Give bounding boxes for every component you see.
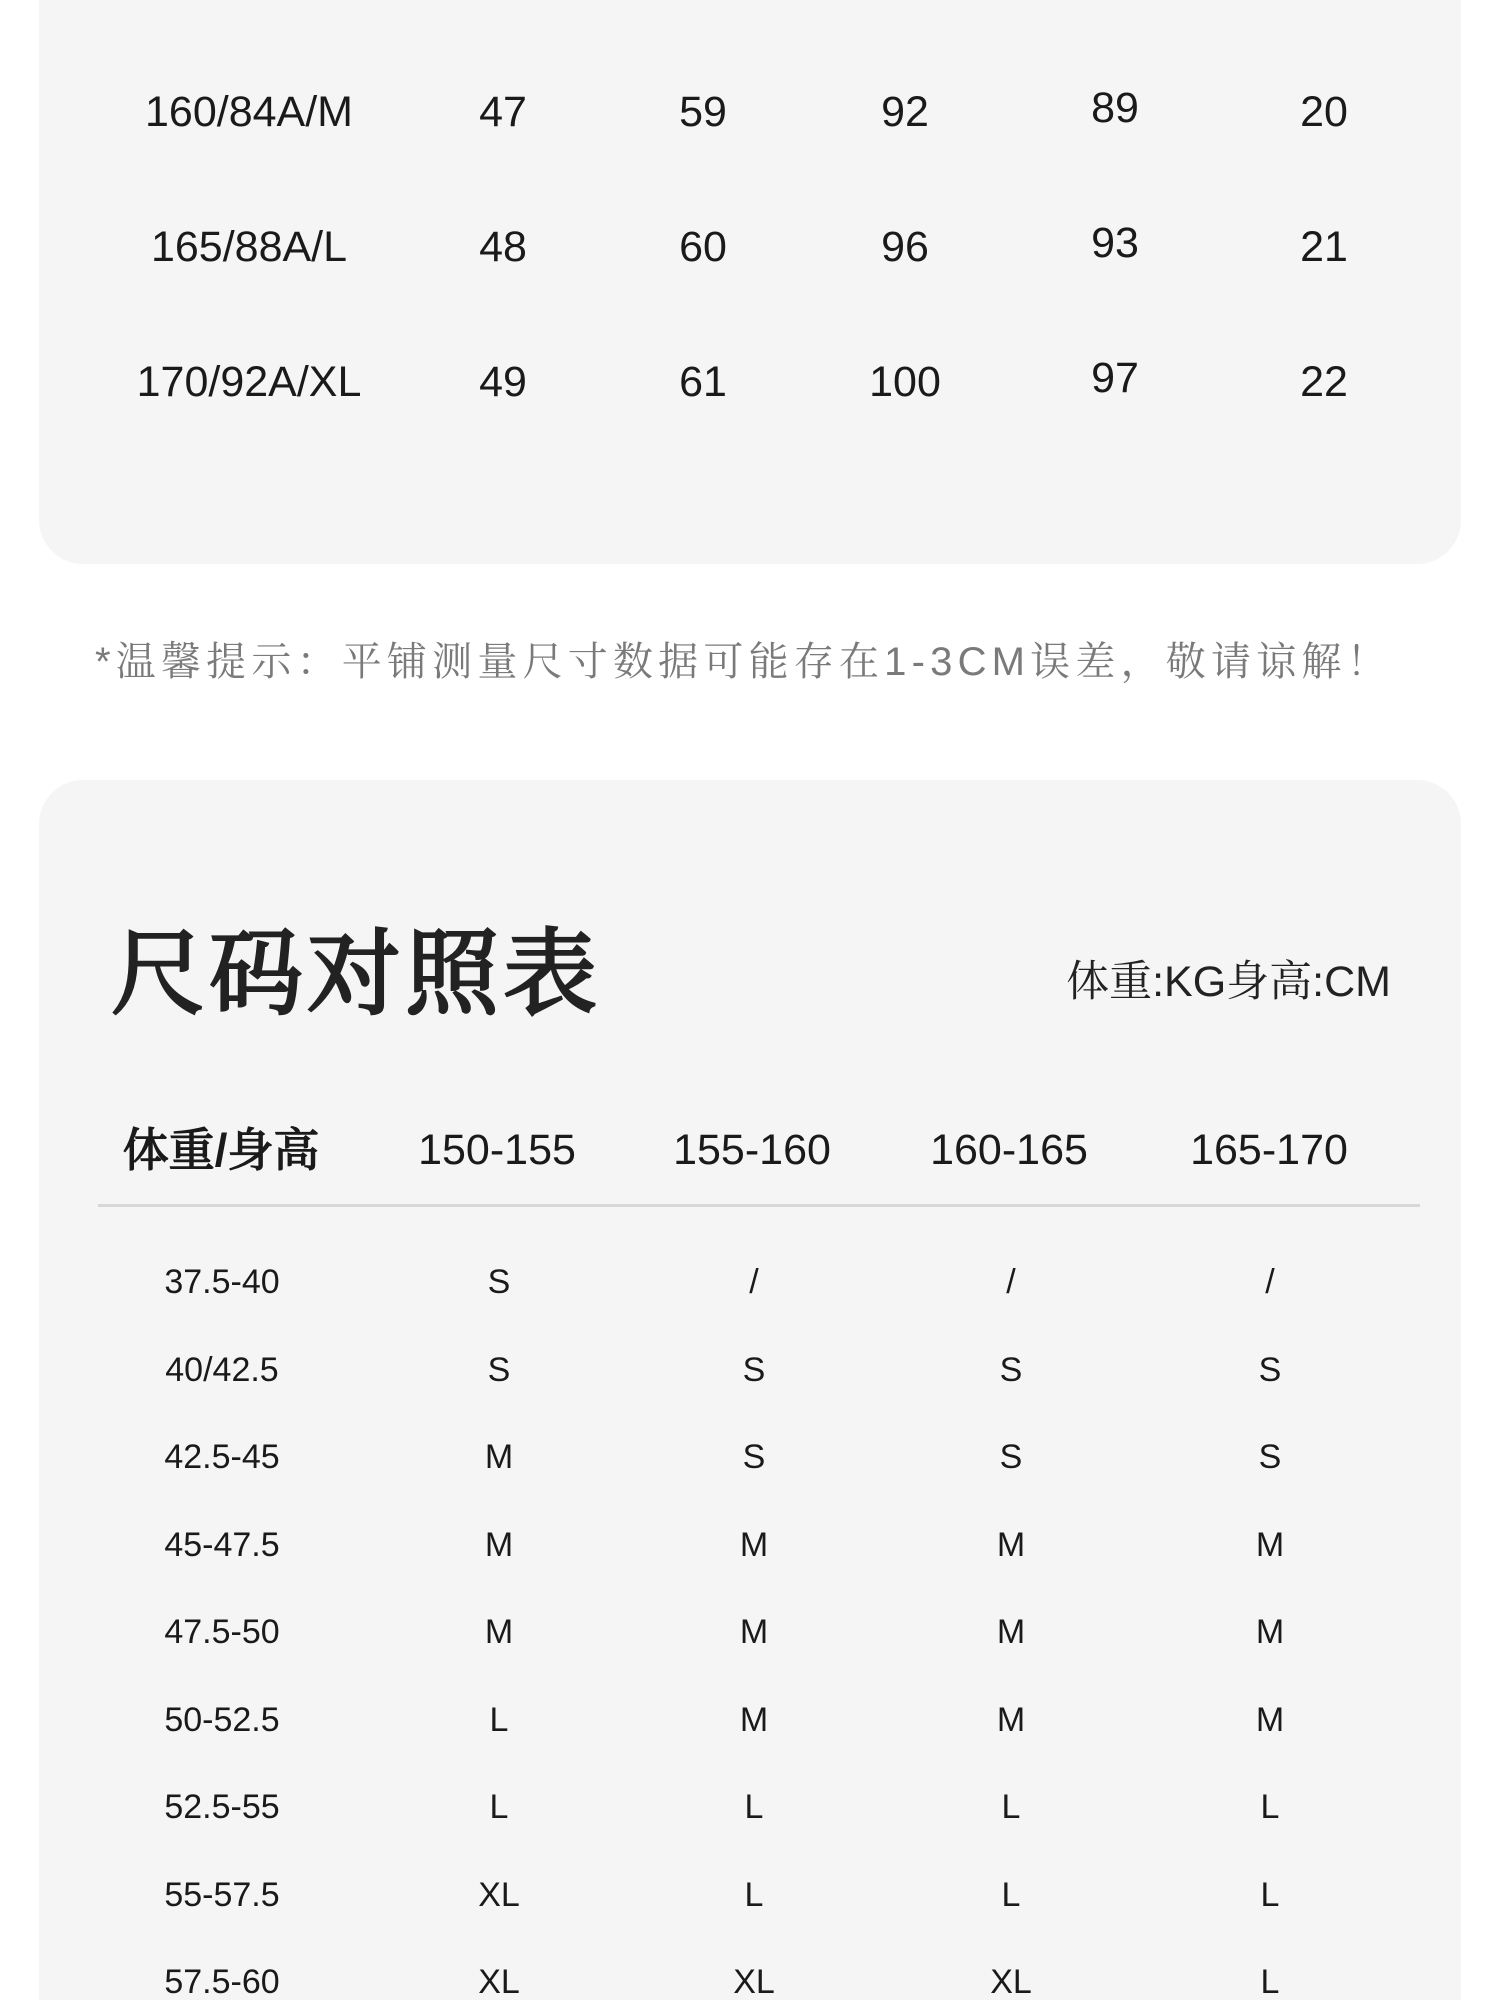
measurement-tip: *温馨提示：平铺测量尺寸数据可能存在1-3CM误差，敬请谅解！: [95, 640, 1392, 684]
size-cell: L: [1001, 1788, 1021, 1826]
table-row: [39, 1782, 1461, 1832]
column-header: 160-165: [930, 1126, 1088, 1174]
size-cell: M: [1255, 1613, 1285, 1651]
size-cell: XL: [990, 1963, 1032, 2000]
size-cell: L: [744, 1876, 764, 1914]
size-cell: S: [742, 1438, 766, 1476]
size-cell: M: [739, 1526, 769, 1564]
size-cell: S: [742, 1351, 766, 1389]
size-cell: M: [996, 1613, 1026, 1651]
table-cell: 61: [679, 358, 727, 406]
table-row: [39, 217, 1461, 277]
table-cell: 47: [479, 88, 527, 136]
size-cell: S: [1258, 1438, 1282, 1476]
table-cell: 22: [1300, 358, 1348, 406]
table-cell: 48: [479, 223, 527, 271]
chart-title: 尺码对照表: [111, 921, 602, 1026]
weight-range: 47.5-50: [164, 1613, 280, 1651]
table-row: [39, 1957, 1461, 2000]
size-cell: M: [484, 1526, 514, 1564]
size-cell: M: [484, 1438, 514, 1476]
size-cell: XL: [733, 1963, 775, 2000]
table-cell: 60: [679, 223, 727, 271]
table-cell: 20: [1300, 88, 1348, 136]
size-cell: /: [1006, 1263, 1016, 1301]
header-divider: [98, 1204, 1420, 1207]
table-cell: 96: [881, 223, 929, 271]
table-row: [39, 352, 1461, 412]
table-row: [39, 1607, 1461, 1657]
size-label: 160/84A/M: [145, 88, 353, 136]
weight-range: 45-47.5: [164, 1526, 280, 1564]
size-cell: L: [489, 1788, 509, 1826]
table-cell: 49: [479, 358, 527, 406]
size-cell: M: [739, 1701, 769, 1739]
weight-range: 40/42.5: [165, 1351, 279, 1389]
size-cell: L: [1260, 1963, 1280, 2000]
size-cell: /: [749, 1263, 759, 1301]
size-cell: L: [1260, 1788, 1280, 1826]
size-cell: M: [996, 1701, 1026, 1739]
table-cell: 59: [679, 88, 727, 136]
table-row: [39, 1257, 1461, 1307]
size-cell: /: [1265, 1263, 1275, 1301]
weight-range: 50-52.5: [164, 1701, 280, 1739]
table-cell: 97: [1091, 354, 1139, 402]
column-header: 体重/身高: [122, 1124, 320, 1176]
size-cell: S: [487, 1351, 511, 1389]
weight-range: 42.5-45: [164, 1438, 280, 1476]
weight-range: 55-57.5: [164, 1876, 280, 1914]
size-cell: L: [744, 1788, 764, 1826]
column-header: 150-155: [418, 1126, 576, 1174]
size-cell: XL: [478, 1963, 520, 2000]
size-cell: S: [999, 1438, 1023, 1476]
table-row: [39, 1870, 1461, 1920]
weight-range: 57.5-60: [164, 1963, 280, 2000]
column-header: 155-160: [673, 1126, 831, 1174]
units-label: 体重:KG身高:CM: [1066, 958, 1391, 1006]
measurement-table-card: [39, 0, 1461, 564]
column-header: 165-170: [1190, 1126, 1348, 1174]
size-cell: M: [484, 1613, 514, 1651]
size-cell: M: [739, 1613, 769, 1651]
table-row: [39, 1432, 1461, 1482]
table-row: [39, 1520, 1461, 1570]
table-cell: 100: [869, 358, 941, 406]
table-row: [39, 1345, 1461, 1395]
size-label: 170/92A/XL: [136, 358, 362, 406]
table-cell: 89: [1091, 84, 1139, 132]
table-cell: 21: [1300, 223, 1348, 271]
size-cell: S: [1258, 1351, 1282, 1389]
size-label: 165/88A/L: [150, 223, 348, 271]
size-cell: M: [1255, 1526, 1285, 1564]
size-cell: S: [999, 1351, 1023, 1389]
size-cell: L: [1260, 1876, 1280, 1914]
size-cell: M: [1255, 1701, 1285, 1739]
size-cell: M: [996, 1526, 1026, 1564]
size-chart-card: [39, 780, 1461, 2000]
table-row: [39, 82, 1461, 142]
size-cell: L: [489, 1701, 509, 1739]
weight-range: 37.5-40: [164, 1263, 280, 1301]
size-cell: S: [487, 1263, 511, 1301]
size-cell: XL: [478, 1876, 520, 1914]
table-cell: 93: [1091, 219, 1139, 267]
weight-range: 52.5-55: [164, 1788, 280, 1826]
table-cell: 92: [881, 88, 929, 136]
table-row: [39, 1695, 1461, 1745]
size-cell: L: [1001, 1876, 1021, 1914]
